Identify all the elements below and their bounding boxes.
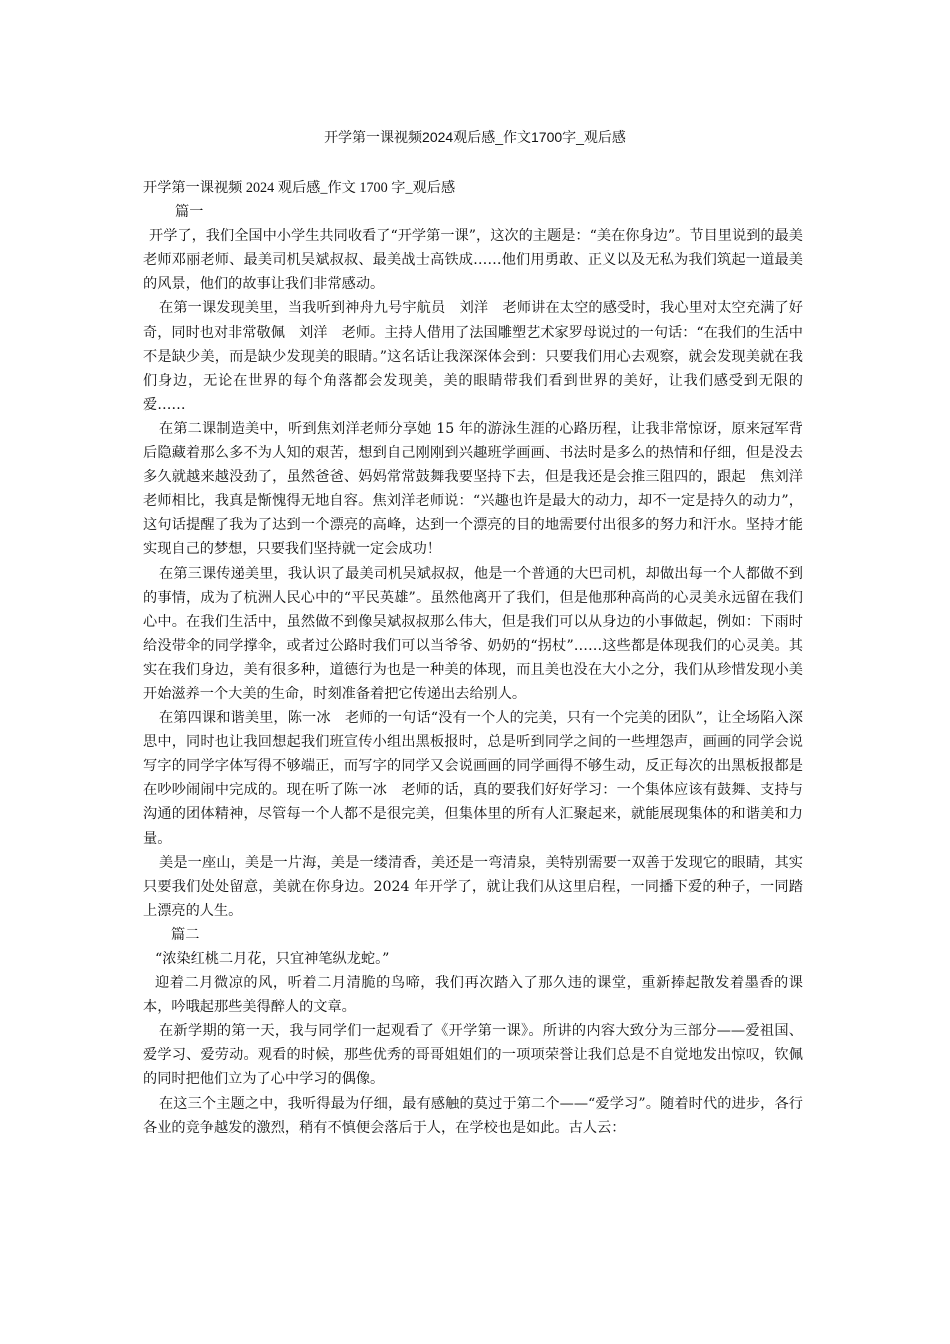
section-heading-2: 篇二 [171, 926, 200, 943]
paragraph: 在新学期的第一天，我与同学们一起观看了《开学第一课》。所讲的内容大致分为三部分——爱祖国、爱学习、爱劳动。观看的时候，那些优秀的哥哥姐姐们的一项项荣誉让我们总是不自觉地发出惊叹，钦佩的同时把他们立为了心中学习的偶像。 [143, 1023, 803, 1088]
paragraph: 在第二课制造美中，听到焦刘洋老师分享她 15 年的游泳生涯的心路历程，让我非常惊讶，原来冠军背后隐藏着那么多不为人知的艰苦，想到自己刚刚到兴趣班学画画、书法时是多么的热情和仔细，但是没去多久就越来越没劲了，虽然爸爸、妈妈常常鼓舞我要坚持下去，但是我还是会推三阻四的，跟起 焦刘洋老师相比，我真是惭愧得无地自容。焦刘洋老师说：“兴趣也许是最大的动力，却不一定是持久的动力”，这句话提醒了我为了达到一个漂亮的高峰，达到一个漂亮的目的地需要付出很多的努力和汗水。坚持才能实现自己的梦想，只要我们坚持就一定会成功！ [143, 420, 803, 558]
paragraph: 在这三个主题之中，我听得最为仔细，最有感触的莫过于第二个——“爱学习”。随着时代的进步，各行各业的竞争越发的激烈，稍有不慎便会落后于人，在学校也是如此。古人云： [143, 1095, 803, 1136]
document-body [143, 176, 803, 1140]
paragraph: “浓染红桃二月花，只宜神笔纵龙蛇。” [155, 951, 390, 967]
paragraph: 美是一座山，美是一片海，美是一缕清香，美还是一弯清泉，美特别需要一双善于发现它的眼睛，其实只要我们处处留意，美就在你身边。2024 年开学了，就让我们从这里启程，一同播下爱的种子，一同踏上漂亮的人生。 [143, 854, 803, 919]
document-subtitle: 开学第一课视频 2024 观后感_作文 1700 字_观后感 [143, 180, 456, 196]
paragraph: 迎着二月微凉的风，听着二月清脆的鸟啼，我们再次踏入了那久违的课堂，重新捧起散发着墨香的课本，吟哦起那些美得醉人的文章。 [143, 975, 803, 1016]
paragraph: 开学了，我们全国中小学生共同收看了“开学第一课”，这次的主题是：“美在你身边”。节目里说到的最美老师邓丽老师、最美司机吴斌叔叔、最美战士高铁成……他们用勇敢、正义以及无私为我们筑起一道最美的风景，他们的故事让我们非常感动。 [143, 228, 803, 293]
paragraph: 在第三课传递美里，我认识了最美司机吴斌叔叔，他是一个普通的大巴司机，却做出每一个人都做不到的事情，成为了杭洲人民心中的“平民英雄”。虽然他离开了我们，但是他那种高尚的心灵美永远留在我们心中。在我们生活中，虽然做不到像吴斌叔叔那么伟大，但是我们可以从身边的小事做起，例如：下雨时给没带伞的同学撑伞，或者过公路时我们可以当爷爷、奶奶的“拐杖”……这些都是体现我们的心灵美。其实在我们身边，美有很多种，道德行为也是一种美的体现，而且美也没在大小之分，我们从珍惜发现小美开始滋养一个大美的生命，时刻准备着把它传递出去给别人。 [143, 565, 803, 702]
paragraph: 在第一课发现美里，当我听到神舟九号宇航员 刘洋 老师讲在太空的感受时，我心里对太空充满了好奇，同时也对非常敬佩 刘洋 老师。主持人借用了法国雕塑艺术家罗母说过的一句话：“在我们的生活中不是缺少美，而是缺少发现美的眼睛。”这名话让我深深体会到：只要我们用心去观察，就会发现美就在我们身边，无论在世界的每个角落都会发现美，美的眼睛带我们看到世界的美好，让我们感受到无限的爱…… [143, 300, 803, 413]
paragraph: 在第四课和谐美里，陈一冰 老师的一句话“没有一个人的完美，只有一个完美的团队”，让全场陷入深思中，同时也让我回想起我们班宣传小组出黑板报时，总是听到同学之间的一些埋怨声，画画的同学会说写字的同学字体写得不够端正，而写字的同学又会说画画的同学画得不够生动，反正每次的出黑板报都是在吵吵闹闹中完成的。现在听了陈一冰 老师的话，真的要我们好好学习：一个集体应该有鼓舞、支持与沟通的团体精神，尽管每一个人都不是很完美，但集体里的所有人汇聚起来，就能展现集体的和谐美和力量。 [143, 710, 803, 847]
section-heading-1: 篇一 [175, 204, 204, 221]
document-title: 开学第一课视频2024观后感_作文1700字_观后感 [324, 129, 626, 145]
